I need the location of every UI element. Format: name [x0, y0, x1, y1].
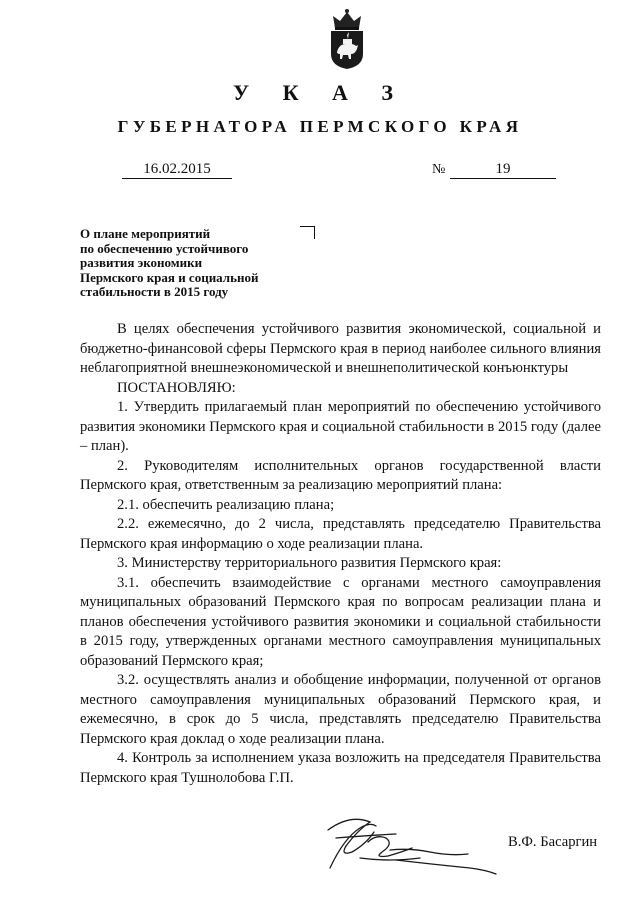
subject-line: развития экономики: [80, 255, 203, 270]
clause-2-1: 2.1. обеспечить реализацию плана;: [117, 496, 335, 513]
resolve-heading: ПОСТАНОВЛЯЮ:: [117, 379, 236, 396]
clause-3-1: 3.1. обеспечить взаимодействие с органами местного самоуправления муниципальных образований Пермского края по вопросам реализации плана и планов обеспечения устойчивого развития экономики и социальной стабильности в 2015 году, утвержденных органами местного самоуправления муниципальных образований Пермского края;: [80, 574, 601, 669]
clause-2: 2. Руководителям исполнительных органов государственной власти Пермского края, ответственным за реализацию мероприятий плана:: [80, 457, 601, 493]
preamble-paragraph: В целях обеспечения устойчивого развития экономической, социальной и бюджетно-финансовой сферы Пермского края в период наиболее сильного влияния неблагоприятной внешнеэкономической и внешнеполитической конъюнктуры: [80, 321, 601, 376]
handwritten-signature: [300, 808, 500, 888]
clause-1: 1. Утвердить прилагаемый план мероприятий по обеспечению устойчивого развития экономики Пермского края и социальной стабильности в 2015 году (далее – план).: [80, 399, 601, 454]
subject-line: по обеспечению устойчивого: [80, 240, 249, 256]
clause-4: 4. Контроль за исполнением указа возложить на председателя Правительства Пермского края Тушнолобова Г.П.: [80, 750, 601, 786]
signer-name: В.Ф. Басаргин: [508, 834, 598, 850]
subject-line: стабильности в 2015 году: [80, 284, 229, 299]
decree-subject: [80, 227, 310, 300]
decree-date: 16.02.2015: [122, 160, 232, 179]
clause-3: 3. Министерству территориального развития Пермского края:: [117, 555, 502, 571]
subject-line: О плане мероприятий: [80, 226, 211, 241]
decree-issuer: ГУБЕРНАТОРА ПЕРМСКОГО КРАЯ: [117, 117, 523, 136]
clause-3-2: 3.2. осуществлять анализ и обобщение информации, полученной от органов местного самоуправления муниципальных образований Пермского края, и ежемесячно, в срок до 5 числа, представлять председателю Правительства Пермского края доклад о ходе реализации плана.: [80, 672, 601, 747]
decree-number: 19: [450, 160, 556, 179]
clause-2-2: 2.2. ежемесячно, до 2 числа, представлять председателю Правительства Пермского края информацию о ходе реализации плана.: [80, 516, 601, 552]
number-sign: №: [432, 162, 446, 177]
coat-of-arms-icon: [326, 8, 368, 70]
decree-body: [80, 320, 601, 788]
decree-title: У К А З: [232, 80, 408, 105]
subject-line: Пермского края и социальной: [80, 269, 259, 285]
subject-corner-mark: [300, 226, 315, 239]
